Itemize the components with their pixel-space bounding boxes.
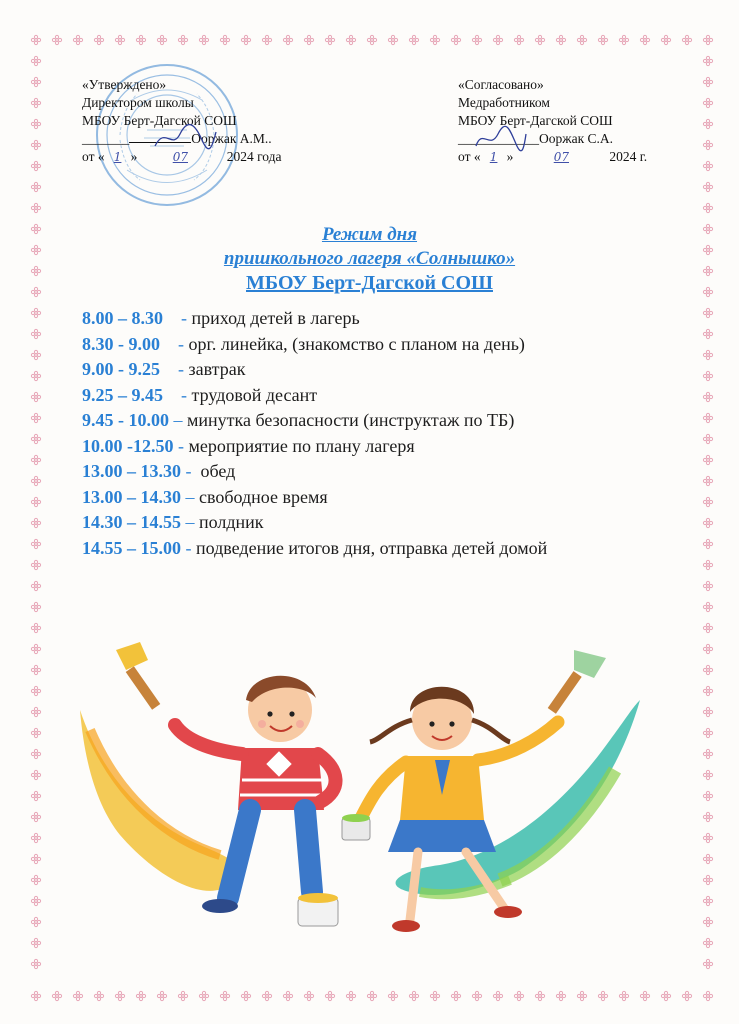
schedule-row bbox=[82, 383, 682, 409]
schedule-time: 14.30 – 14.55 bbox=[82, 512, 181, 532]
ornament-mark bbox=[304, 35, 313, 44]
ornament-mark bbox=[73, 991, 82, 1000]
ornament-mark bbox=[31, 854, 40, 863]
schedule-activity: полдник bbox=[199, 512, 264, 532]
ornament-mark bbox=[703, 938, 712, 947]
schedule-separator: - bbox=[173, 435, 189, 456]
ornament-mark bbox=[577, 991, 586, 1000]
approved-heading: «Утверждено» bbox=[82, 77, 167, 92]
ornament-mark bbox=[31, 35, 40, 44]
ornament-mark bbox=[577, 35, 586, 44]
ornament-mark bbox=[31, 896, 40, 905]
ornament-mark bbox=[556, 991, 565, 1000]
ornament-mark bbox=[31, 203, 40, 212]
schedule-row bbox=[82, 485, 682, 511]
approved-sign-blank: _______ bbox=[82, 131, 130, 146]
schedule-activity: обед bbox=[200, 461, 236, 481]
ornament-mark bbox=[619, 991, 628, 1000]
ornament-mark bbox=[703, 203, 712, 212]
agreed-date-year: 2024 г. bbox=[609, 149, 648, 164]
ornament-mark bbox=[31, 770, 40, 779]
schedule-time: 14.55 – 15.00 bbox=[82, 537, 181, 558]
ornament-mark bbox=[73, 35, 82, 44]
ornament-mark bbox=[493, 991, 502, 1000]
ornament-mark bbox=[178, 991, 187, 1000]
approved-name: Ооржак А.М.. bbox=[191, 131, 272, 146]
ornament-mark bbox=[115, 35, 124, 44]
approved-date-year: 2024 года bbox=[223, 149, 282, 164]
schedule-activity: трудовой десант bbox=[191, 384, 318, 405]
ornament-mark bbox=[703, 875, 712, 884]
ornament-mark bbox=[31, 917, 40, 926]
schedule-time: 9.25 – 9.45 bbox=[82, 384, 163, 405]
ornament-mark bbox=[703, 497, 712, 506]
ornament-mark bbox=[703, 991, 712, 1000]
ornament-mark bbox=[52, 991, 61, 1000]
ornament-mark bbox=[31, 308, 40, 317]
schedule-time: 13.00 – 13.30 bbox=[82, 461, 181, 481]
ornament-mark bbox=[703, 161, 712, 170]
ornament-mark bbox=[199, 991, 208, 1000]
approved-date-mid: » bbox=[130, 149, 138, 164]
ornament-mark bbox=[31, 560, 40, 569]
ornament-mark bbox=[31, 56, 40, 65]
ornament-mark bbox=[283, 35, 292, 44]
ornament-mark bbox=[94, 991, 103, 1000]
ornament-mark bbox=[325, 35, 334, 44]
agreed-date-month: 07 bbox=[553, 150, 569, 164]
ornament-mark bbox=[703, 518, 712, 527]
ornament-mark bbox=[115, 991, 124, 1000]
schedule-activity: мероприятие по плану лагеря bbox=[188, 435, 415, 456]
ornament-mark bbox=[31, 539, 40, 548]
ornament-mark bbox=[31, 434, 40, 443]
schedule-time: 8.30 - 9.00 bbox=[82, 333, 160, 354]
ornament-mark bbox=[241, 991, 250, 1000]
ornament-mark bbox=[703, 350, 712, 359]
ornament-mark bbox=[388, 35, 397, 44]
ornament-mark bbox=[661, 991, 670, 1000]
ornament-mark bbox=[703, 392, 712, 401]
ornament-mark bbox=[703, 539, 712, 548]
title-line2: пришкольного лагеря «Солнышко» bbox=[223, 248, 516, 269]
ornament-mark bbox=[157, 35, 166, 44]
ornament-mark bbox=[430, 35, 439, 44]
ornament-mark bbox=[514, 35, 523, 44]
ornament-mark bbox=[640, 35, 649, 44]
schedule-time: 9.45 - 10.00 bbox=[82, 410, 169, 430]
ornament-mark bbox=[31, 329, 40, 338]
ornament-mark bbox=[31, 476, 40, 485]
ornament-mark bbox=[703, 728, 712, 737]
ornament-mark bbox=[136, 35, 145, 44]
schedule-time: 13.00 – 14.30 bbox=[82, 486, 181, 507]
ornament-mark bbox=[31, 581, 40, 590]
ornament-mark bbox=[703, 56, 712, 65]
ornament-mark bbox=[493, 35, 502, 44]
ornament-mark bbox=[703, 434, 712, 443]
ornament-mark bbox=[703, 413, 712, 422]
ornament-mark bbox=[157, 991, 166, 1000]
ornament-mark bbox=[703, 770, 712, 779]
ornament-mark bbox=[703, 140, 712, 149]
ornament-mark bbox=[31, 707, 40, 716]
schedule-separator: – bbox=[169, 410, 187, 430]
schedule-time: 8.00 – 8.30 bbox=[82, 308, 163, 328]
ornament-mark bbox=[178, 35, 187, 44]
agreed-name: Ооржак С.А. bbox=[539, 131, 614, 146]
ornament-mark bbox=[31, 392, 40, 401]
ornament-mark bbox=[598, 991, 607, 1000]
agreed-date-day: 1 bbox=[489, 150, 498, 164]
ornament-mark bbox=[31, 518, 40, 527]
ornament-mark bbox=[367, 991, 376, 1000]
schedule-row bbox=[82, 408, 682, 434]
ornament-mark bbox=[31, 350, 40, 359]
ornament-mark bbox=[31, 875, 40, 884]
ornament-mark bbox=[31, 119, 40, 128]
ornament-mark bbox=[703, 686, 712, 695]
ornament-mark bbox=[31, 140, 40, 149]
schedule-separator: - bbox=[181, 461, 201, 481]
approved-date-month: 07 bbox=[172, 150, 188, 164]
ornament-mark bbox=[262, 35, 271, 44]
ornament-mark bbox=[220, 35, 229, 44]
schedule-separator: - bbox=[163, 384, 192, 405]
ornament-mark bbox=[31, 77, 40, 86]
agreed-heading: «Согласовано» bbox=[458, 77, 544, 92]
ornament-mark bbox=[703, 455, 712, 464]
ornament-mark bbox=[31, 959, 40, 968]
ornament-mark bbox=[199, 35, 208, 44]
schedule-activity: свободное время bbox=[199, 486, 328, 507]
ornament-mark bbox=[682, 991, 691, 1000]
ornament-mark bbox=[703, 182, 712, 191]
ornament-mark bbox=[682, 35, 691, 44]
ornament-mark bbox=[283, 991, 292, 1000]
ornament-mark bbox=[514, 991, 523, 1000]
ornament-mark bbox=[31, 371, 40, 380]
ornament-mark bbox=[703, 749, 712, 758]
title-line1: Режим дня bbox=[321, 224, 418, 245]
ornament-mark bbox=[388, 991, 397, 1000]
agreed-date-prefix: от « bbox=[458, 149, 481, 164]
ornament-mark bbox=[262, 991, 271, 1000]
title-line3: МБОУ Берт-Дагской СОШ bbox=[246, 272, 493, 294]
schedule-time: 10.00 -12.50 bbox=[82, 435, 174, 456]
ornament-mark bbox=[220, 991, 229, 1000]
ornament-mark bbox=[31, 686, 40, 695]
schedule-row bbox=[82, 332, 682, 358]
approved-date-prefix: от « bbox=[82, 149, 105, 164]
ornament-mark bbox=[430, 991, 439, 1000]
ornament-mark bbox=[31, 991, 40, 1000]
schedule-activity: завтрак bbox=[188, 359, 246, 379]
schedule-activity: подведение итогов дня, отправка детей домой bbox=[196, 537, 548, 558]
document-title bbox=[0, 223, 739, 295]
ornament-mark bbox=[31, 413, 40, 422]
ornament-mark bbox=[703, 833, 712, 842]
ornament-mark bbox=[703, 791, 712, 800]
agreed-sign-blank: ____________ bbox=[458, 131, 539, 146]
agreed-date-mid: » bbox=[506, 149, 514, 164]
ornament-mark bbox=[703, 602, 712, 611]
ornament-mark bbox=[556, 35, 565, 44]
ornament-mark bbox=[703, 917, 712, 926]
ornament-mark bbox=[31, 623, 40, 632]
schedule-row bbox=[82, 306, 682, 332]
ornament-mark bbox=[703, 644, 712, 653]
approved-date-day: 1 bbox=[113, 150, 122, 164]
schedule-row bbox=[82, 357, 682, 383]
ornament-mark bbox=[31, 665, 40, 674]
ornament-mark bbox=[304, 991, 313, 1000]
ornament-mark bbox=[703, 707, 712, 716]
ornament-mark bbox=[325, 991, 334, 1000]
ornament-mark bbox=[535, 991, 544, 1000]
schedule-row bbox=[82, 536, 682, 562]
ornament-mark bbox=[31, 833, 40, 842]
schedule-separator: - bbox=[160, 359, 189, 379]
ornament-mark bbox=[703, 854, 712, 863]
ornament-mark bbox=[703, 476, 712, 485]
ornament-mark bbox=[367, 35, 376, 44]
ornament-mark bbox=[703, 308, 712, 317]
schedule-separator: – bbox=[181, 512, 199, 532]
ornament-mark bbox=[472, 35, 481, 44]
ornament-mark bbox=[31, 98, 40, 107]
schedule-activity: орг. линейка, (знакомство с планом на день) bbox=[188, 333, 525, 354]
ornament-mark bbox=[409, 35, 418, 44]
ornament-mark bbox=[472, 991, 481, 1000]
ornament-mark bbox=[661, 35, 670, 44]
schedule-row bbox=[82, 510, 682, 536]
ornament-mark bbox=[619, 35, 628, 44]
ornament-mark bbox=[31, 749, 40, 758]
schedule-separator: - bbox=[160, 333, 189, 354]
ornament-mark bbox=[598, 35, 607, 44]
ornament-mark bbox=[31, 728, 40, 737]
ornament-mark bbox=[703, 581, 712, 590]
ornament-mark bbox=[136, 991, 145, 1000]
ornament-mark bbox=[703, 812, 712, 821]
ornament-mark bbox=[31, 602, 40, 611]
ornament-mark bbox=[703, 35, 712, 44]
ornament-mark bbox=[31, 497, 40, 506]
ornament-mark bbox=[703, 119, 712, 128]
ornament-mark bbox=[346, 35, 355, 44]
ornament-mark bbox=[52, 35, 61, 44]
ornament-mark bbox=[703, 371, 712, 380]
approved-line1: Директором школы bbox=[82, 95, 194, 110]
ornament-mark bbox=[409, 991, 418, 1000]
schedule-separator: – bbox=[181, 486, 199, 507]
agreed-line1: Медработником bbox=[458, 95, 550, 110]
ornament-mark bbox=[31, 812, 40, 821]
schedule-activity: минутка безопасности (инструктаж по ТБ) bbox=[187, 410, 515, 430]
ornament-mark bbox=[241, 35, 250, 44]
schedule-list bbox=[82, 306, 682, 561]
schedule-activity: приход детей в лагерь bbox=[191, 308, 360, 328]
ornament-mark bbox=[346, 991, 355, 1000]
ornament-mark bbox=[31, 161, 40, 170]
ornament-mark bbox=[703, 896, 712, 905]
ornament-mark bbox=[31, 182, 40, 191]
ornament-mark bbox=[703, 98, 712, 107]
approved-line2: МБОУ Берт-Дагской СОШ bbox=[82, 113, 237, 128]
ornament-mark bbox=[31, 644, 40, 653]
ornament-mark bbox=[640, 991, 649, 1000]
ornament-mark bbox=[451, 991, 460, 1000]
ornament-mark bbox=[703, 77, 712, 86]
ornament-mark bbox=[703, 329, 712, 338]
agreed-line2: МБОУ Берт-Дагской СОШ bbox=[458, 113, 613, 128]
ornament-mark bbox=[703, 959, 712, 968]
schedule-row bbox=[82, 434, 682, 460]
ornament-mark bbox=[31, 938, 40, 947]
ornament-mark bbox=[451, 35, 460, 44]
schedule-separator: - bbox=[163, 308, 192, 328]
schedule-separator: - bbox=[181, 537, 196, 558]
ornament-mark bbox=[703, 623, 712, 632]
ornament-mark bbox=[703, 560, 712, 569]
schedule-row bbox=[82, 459, 682, 485]
ornament-mark bbox=[94, 35, 103, 44]
children-painting-illustration bbox=[80, 630, 640, 940]
ornament-mark bbox=[31, 455, 40, 464]
medic-signature-scribble bbox=[470, 124, 530, 154]
ornament-mark bbox=[31, 791, 40, 800]
ornament-mark bbox=[535, 35, 544, 44]
ornament-mark bbox=[703, 665, 712, 674]
boy-figure bbox=[116, 642, 338, 926]
director-signature-scribble bbox=[150, 120, 220, 154]
schedule-time: 9.00 - 9.25 bbox=[82, 359, 160, 379]
